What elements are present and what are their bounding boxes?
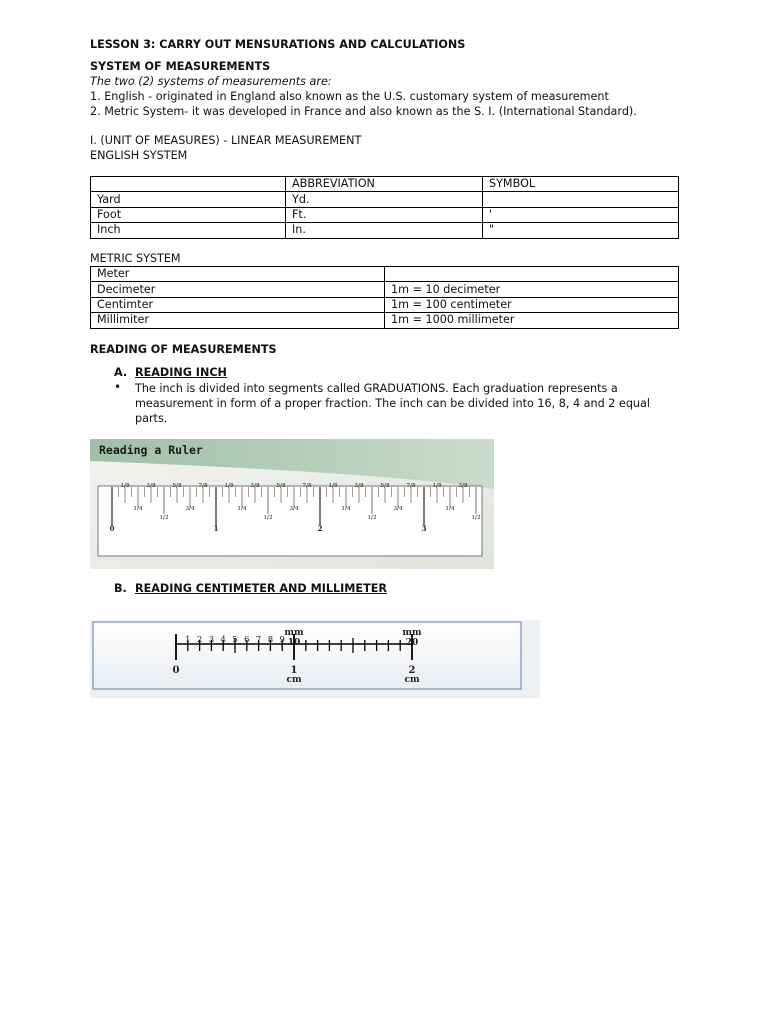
table-cell: 1m = 100 centimeter [385, 297, 679, 312]
table-cell: Yard [91, 192, 286, 207]
half-label: 1/2 [263, 515, 273, 521]
table-row [91, 313, 679, 328]
table-header-row [91, 177, 679, 192]
quarter-label: 3/4 [393, 506, 403, 512]
table-row [91, 223, 679, 238]
cm-unit-label: cm [404, 675, 420, 685]
table-cell: In. [286, 223, 483, 238]
eighth-label: 3/8 [146, 483, 156, 489]
half-label: 1/2 [159, 515, 169, 521]
metric-system-label: METRIC SYSTEM [90, 252, 181, 265]
table-cell: Millimiter [91, 313, 385, 328]
cm-number-label: 2 [408, 665, 416, 676]
cm-number-label: 1 [290, 665, 298, 676]
eighth-label: 7/8 [198, 483, 208, 489]
section-a-marker: A. [114, 366, 128, 379]
quarter-label: 1/4 [445, 506, 455, 512]
reading-heading: READING OF MEASUREMENTS [90, 343, 277, 356]
eighth-label: 5/8 [380, 483, 390, 489]
eighth-label: 3/8 [354, 483, 364, 489]
mm-ten-label: 10 [287, 638, 301, 648]
table-cell: Inch [91, 223, 286, 238]
mm-number-label: 6 [244, 635, 250, 645]
table-row [91, 297, 679, 312]
table-cell: ' [483, 207, 679, 222]
mm-number-label: 1 [185, 635, 191, 645]
reading-cm-title: READING CENTIMETER AND MILLIMETER [135, 582, 387, 595]
table-cell: Ft. [286, 207, 483, 222]
english-units-table [90, 176, 679, 239]
cm-ruler-frame [93, 622, 521, 689]
mm-twenty-label: 20 [405, 638, 419, 648]
mm-number-label: 8 [267, 635, 274, 645]
bullet-icon: • [114, 380, 122, 394]
eighth-label: 7/8 [406, 483, 416, 489]
table-row [91, 282, 679, 297]
half-label: 1/2 [471, 515, 481, 521]
eighth-label: 5/8 [172, 483, 182, 489]
table-cell [385, 267, 679, 282]
table-cell: Centimter [91, 297, 385, 312]
table-cell: Meter [91, 267, 385, 282]
eighth-label: 3/8 [458, 483, 468, 489]
table-cell: Yd. [286, 192, 483, 207]
inch-number-label: 0 [109, 524, 115, 533]
cm-ruler-figure [90, 620, 540, 698]
cm-number-label: 0 [172, 665, 180, 676]
mm-number-label: 7 [255, 635, 262, 645]
table-row [91, 192, 679, 207]
eighth-label: 1/8 [120, 483, 130, 489]
quarter-label: 3/4 [289, 506, 299, 512]
table-row [91, 207, 679, 222]
table-cell: " [483, 223, 679, 238]
eighth-label: 1/8 [224, 483, 234, 489]
eighth-label: 1/8 [432, 483, 442, 489]
inch-number-label: 1 [213, 524, 219, 533]
mm-number-label: 3 [208, 635, 215, 645]
inch-number-label: 3 [421, 524, 427, 533]
table-header-cell [91, 177, 286, 192]
table-cell: 1m = 1000 millimeter [385, 313, 679, 328]
reading-inch-text: The inch is divided into segments called GRADUATIONS. Each graduation represents a measurement in form of a proper fraction. The inch can be divided into 16, 8, 4 and 2 equal parts. [135, 382, 650, 425]
mm-number-label: 4 [220, 635, 226, 645]
systems-item-metric: 2. Metric System- it was developed in France and also known as the S. I. (International Standard). [90, 105, 637, 118]
eighth-label: 1/8 [328, 483, 338, 489]
systems-heading: SYSTEM OF MEASUREMENTS [90, 60, 271, 73]
systems-item-english: 1. English - originated in England also known as the U.S. customary system of measurement [90, 90, 609, 103]
inch-ruler-figure [90, 439, 494, 569]
cm-unit-label: cm [286, 675, 302, 685]
reading-inch-title: READING INCH [135, 366, 227, 379]
eighth-label: 5/8 [276, 483, 286, 489]
systems-intro: The two (2) systems of measurements are: [90, 75, 332, 88]
lesson-title: LESSON 3: CARRY OUT MENSURATIONS AND CALCULATIONS [90, 38, 466, 51]
mm-number-label: 2 [196, 635, 203, 645]
quarter-label: 1/4 [341, 506, 351, 512]
table-cell: Decimeter [91, 282, 385, 297]
table-cell [483, 192, 679, 207]
half-label: 1/2 [367, 515, 377, 521]
mm-number-label: 9 [279, 635, 285, 645]
inch-number-label: 2 [317, 524, 323, 533]
quarter-label: 1/4 [133, 506, 143, 512]
section-b-marker: B. [114, 582, 127, 595]
eighth-label: 7/8 [302, 483, 312, 489]
table-row [91, 267, 679, 282]
eighth-label: 3/8 [250, 483, 260, 489]
metric-units-table [90, 266, 679, 329]
ruler-title: Reading a Ruler [99, 443, 203, 457]
mm-number-label: 5 [232, 635, 238, 645]
table-cell: 1m = 10 decimeter [385, 282, 679, 297]
table-cell: Foot [91, 207, 286, 222]
table-header-cell: SYMBOL [483, 177, 679, 192]
mm-unit-label: mm [284, 628, 304, 638]
quarter-label: 3/4 [185, 506, 195, 512]
mm-unit-label: mm [402, 628, 422, 638]
english-system-label: ENGLISH SYSTEM [90, 149, 188, 162]
table-header-cell: ABBREVIATION [286, 177, 483, 192]
units-heading: I. (UNIT OF MEASURES) - LINEAR MEASUREMENT [90, 134, 362, 147]
quarter-label: 1/4 [237, 506, 247, 512]
